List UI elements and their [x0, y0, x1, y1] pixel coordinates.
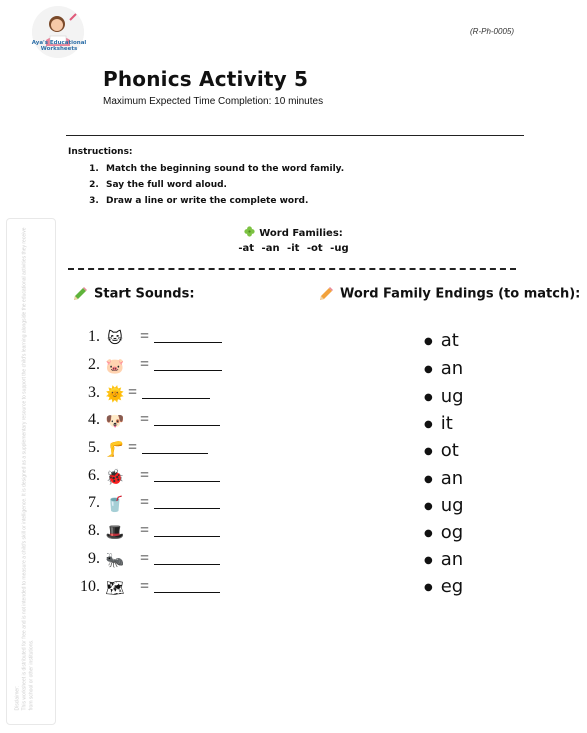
row-number: 5.	[88, 439, 100, 456]
start-sound-row	[74, 384, 234, 404]
row-number: 10.	[80, 578, 100, 595]
equals-sign: =	[140, 522, 150, 539]
equals-sign: =	[128, 439, 138, 456]
answer-blank[interactable]	[154, 370, 222, 371]
start-sound-row	[74, 494, 234, 514]
ending-text: at	[440, 330, 459, 351]
pig-icon: 🐷	[105, 357, 125, 375]
bullet-icon: ●	[424, 500, 433, 512]
map-icon: 🗺	[105, 579, 125, 597]
equals-sign: =	[140, 356, 150, 373]
clover-icon	[244, 226, 255, 237]
word-families-label: Word Families:	[259, 228, 343, 239]
hat-icon: 🎩	[105, 523, 125, 541]
equals-sign: =	[140, 467, 150, 484]
bullet-icon: ●	[424, 527, 433, 539]
word-families-list: -at -an -it -ot -ug	[238, 243, 349, 254]
start-sound-row	[74, 578, 234, 598]
dashed-divider	[68, 268, 516, 270]
sun-icon: 🌞	[105, 385, 125, 403]
equals-sign: =	[128, 384, 138, 401]
row-number: 2.	[88, 356, 100, 373]
bug-icon: 🐞	[105, 468, 125, 486]
answer-blank[interactable]	[142, 398, 210, 399]
ending-item	[424, 522, 463, 543]
ending-text: ug	[440, 495, 464, 516]
row-number: 3.	[88, 384, 100, 401]
endings-heading	[318, 286, 580, 302]
leg-icon: 🦵	[105, 440, 125, 458]
ending-item	[424, 495, 464, 516]
ending-item	[424, 358, 463, 379]
answer-blank[interactable]	[154, 536, 220, 537]
row-number: 4.	[88, 411, 100, 428]
ending-text: og	[440, 522, 464, 543]
start-sound-row	[74, 411, 234, 431]
ending-item	[424, 549, 463, 570]
equals-sign: =	[140, 550, 150, 567]
cat-icon: 🐱	[107, 329, 123, 347]
word-families-heading	[0, 226, 587, 239]
ending-text: it	[440, 413, 453, 434]
equals-sign: =	[140, 328, 150, 345]
disclaimer-body: This worksheet is distributed for free and is not intended to measure a child's skill or intelligence. It is designed as a supplementary resource to support the child's learning alongside the educational activities they receive from school or other institutions.	[21, 227, 35, 711]
pencil-icon	[72, 286, 88, 302]
ending-text: an	[440, 468, 464, 489]
brand-line2: Worksheets	[40, 46, 78, 52]
answer-blank[interactable]	[154, 508, 220, 509]
page-subtitle: Maximum Expected Time Completion: 10 minutes	[103, 96, 324, 107]
bullet-icon: ●	[424, 363, 433, 375]
answer-blank[interactable]	[154, 592, 220, 593]
ending-item	[424, 468, 463, 489]
ending-text: ug	[440, 386, 464, 407]
answer-blank[interactable]	[154, 481, 220, 482]
ending-text: eg	[440, 576, 464, 597]
row-number: 9.	[88, 550, 100, 567]
answer-blank[interactable]	[154, 425, 220, 426]
ending-item	[424, 576, 463, 597]
ending-text: an	[440, 549, 464, 570]
answer-blank[interactable]	[154, 342, 222, 343]
equals-sign: =	[140, 494, 150, 511]
bullet-icon: ●	[424, 391, 433, 403]
start-sounds-heading	[72, 286, 195, 302]
brand-name	[30, 40, 88, 52]
bullet-icon: ●	[424, 445, 433, 457]
instruction-item: 2. Say the full word aloud.	[102, 177, 344, 193]
bullet-icon: ●	[424, 581, 433, 593]
ending-item	[424, 440, 459, 461]
dog-icon: 🐶	[105, 412, 125, 430]
instruction-item: 3. Draw a line or write the complete word.	[102, 193, 344, 209]
ending-item	[424, 413, 453, 434]
start-sound-row	[74, 328, 234, 348]
instructions-heading: Instructions:	[68, 147, 133, 157]
ending-item	[424, 330, 459, 351]
start-sounds-label: Start Sounds:	[94, 286, 195, 302]
cup-icon: 🥤	[105, 495, 125, 513]
brand-line1: Aya's Educational	[31, 40, 87, 46]
row-number: 7.	[88, 494, 100, 511]
disclaimer-text	[15, 221, 36, 711]
start-sound-row	[74, 467, 234, 487]
answer-blank[interactable]	[142, 453, 208, 454]
row-number: 6.	[88, 467, 100, 484]
start-sound-row	[74, 550, 234, 570]
header-divider	[66, 135, 524, 136]
instructions-list	[70, 161, 344, 209]
equals-sign: =	[140, 578, 150, 595]
start-sound-row	[74, 356, 234, 376]
endings-label: Word Family Endings (to match):	[340, 286, 581, 302]
pencil-icon	[318, 286, 334, 302]
row-number: 1.	[88, 328, 100, 345]
ending-text: ot	[440, 440, 459, 461]
ending-item	[424, 386, 464, 407]
disclaimer-heading: Disclaimer:	[14, 685, 21, 711]
instruction-item: 1. Match the beginning sound to the word family.	[102, 161, 344, 177]
equals-sign: =	[140, 411, 150, 428]
worksheet-code: (R-Ph-0005)	[470, 27, 515, 36]
bullet-icon: ●	[424, 554, 433, 566]
bullet-icon: ●	[424, 418, 433, 430]
row-number: 8.	[88, 522, 100, 539]
ant-icon: 🐜	[105, 551, 125, 569]
start-sound-row	[74, 522, 234, 542]
start-sound-row	[74, 439, 234, 459]
bullet-icon: ●	[424, 335, 433, 347]
bullet-icon: ●	[424, 473, 433, 485]
ending-text: an	[440, 358, 464, 379]
answer-blank[interactable]	[154, 564, 220, 565]
page-title: Phonics Activity 5	[103, 67, 309, 91]
